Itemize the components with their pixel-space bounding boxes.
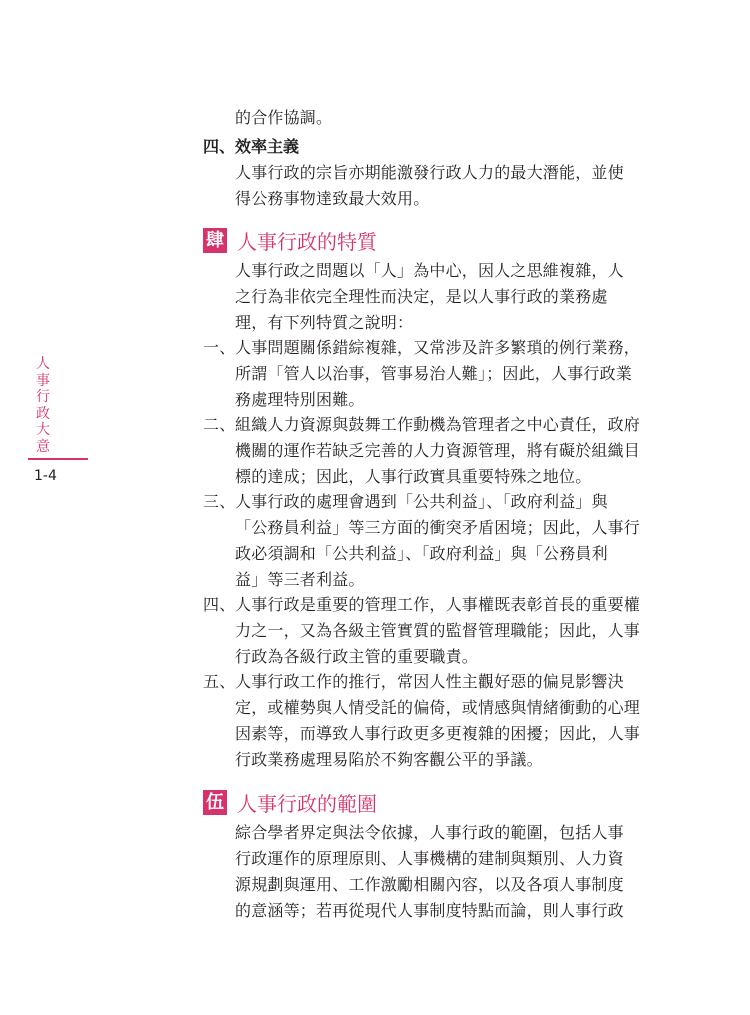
- sub-heading-efficiency: 四、效率主義: [203, 137, 300, 156]
- list-item-line: 人事行政工作的推行，常因人性主觀好惡的偏見影響決: [235, 672, 624, 691]
- list-item-line: 標的達成；因此，人事行政實具重要特殊之地位。: [235, 467, 592, 486]
- list-item-line: 人事行政的處理會遇到「公共利益」、「政府利益」與: [235, 492, 608, 511]
- side-divider: [28, 458, 88, 460]
- list-item-line: 人事問題關係錯綜複雜，又常涉及許多繁瑣的例行業務，: [235, 338, 641, 357]
- list-item-line: 「公務員利益」等三方面的衝突矛盾困境；因此，人事行: [235, 518, 641, 537]
- list-item-line: 機關的運作若缺乏完善的人力資源管理，將有礙於組織目: [235, 441, 641, 460]
- paragraph-line: 綜合學者界定與法令依據，人事行政的範圍，包括人事: [235, 823, 624, 842]
- paragraph-line: 行政運作的原理原則、人事機構的建制與類別、人力資: [235, 849, 624, 868]
- list-item-marker: 四、: [203, 595, 236, 614]
- chapter-side-title: 人事行政大意: [36, 356, 50, 455]
- list-item-line: 政必須調和「公共利益」、「政府利益」與「公務員利: [235, 544, 608, 563]
- list-item-line: 組織人力資源與鼓舞工作動機為管理者之中心責任，政府: [235, 415, 641, 434]
- paragraph-line: 的意涵等；若再從現代人事制度特點而論，則人事行政: [235, 901, 624, 920]
- section-title: 人事行政的特質: [237, 229, 377, 254]
- list-item-line: 益」等三者利益。: [235, 570, 365, 589]
- list-item-marker: 一、: [203, 338, 236, 357]
- paragraph-line: 之行為非依完全理性而決定，是以人事行政的業務處: [235, 287, 608, 306]
- list-item-line: 行政業務處理易陷於不夠客觀公平的爭議。: [235, 750, 543, 769]
- list-item-line: 力之一，又為各級主管實質的監督管理職能；因此，人事: [235, 621, 641, 640]
- section-title: 人事行政的範圍: [237, 791, 377, 816]
- paragraph-line: 理，有下列特質之說明：: [235, 313, 414, 332]
- list-item-line: 行政為各級行政主管的重要職責。: [235, 647, 479, 666]
- paragraph-line: 人事行政的宗旨亦期能激發行政人力的最大潛能，並使: [235, 163, 624, 182]
- paragraph-line: 人事行政之問題以「人」為中心，因人之思維複雜，人: [235, 261, 624, 280]
- list-item-line: 務處理特別困難。: [235, 390, 365, 409]
- paragraph-line: 得公務事物達致最大效用。: [235, 189, 430, 208]
- list-item-line: 所謂「管人以治事，管事易治人難」；因此，人事行政業: [235, 364, 633, 383]
- section-number-badge: 伍: [203, 790, 227, 815]
- list-item-marker: 三、: [203, 492, 236, 511]
- list-item-line: 因素等，而導致人事行政更多更複雜的困擾；因此，人事: [235, 724, 641, 743]
- list-item-marker: 二、: [203, 415, 236, 434]
- page-number: 1-4: [34, 468, 57, 484]
- section-number-badge: 肆: [203, 228, 227, 253]
- intro-continuation: 的合作協調。: [235, 108, 333, 127]
- paragraph-line: 源規劃與運用、工作激勵相關內容，以及各項人事制度: [235, 875, 624, 894]
- list-item-line: 人事行政是重要的管理工作，人事權既表彰首長的重要權: [235, 595, 641, 614]
- list-item-marker: 五、: [203, 672, 236, 691]
- list-item-line: 定，或權勢與人情受託的偏倚，或情感與情緒衝動的心理: [235, 698, 641, 717]
- section-heading-scope: [203, 787, 377, 817]
- section-heading-characteristics: [203, 225, 377, 255]
